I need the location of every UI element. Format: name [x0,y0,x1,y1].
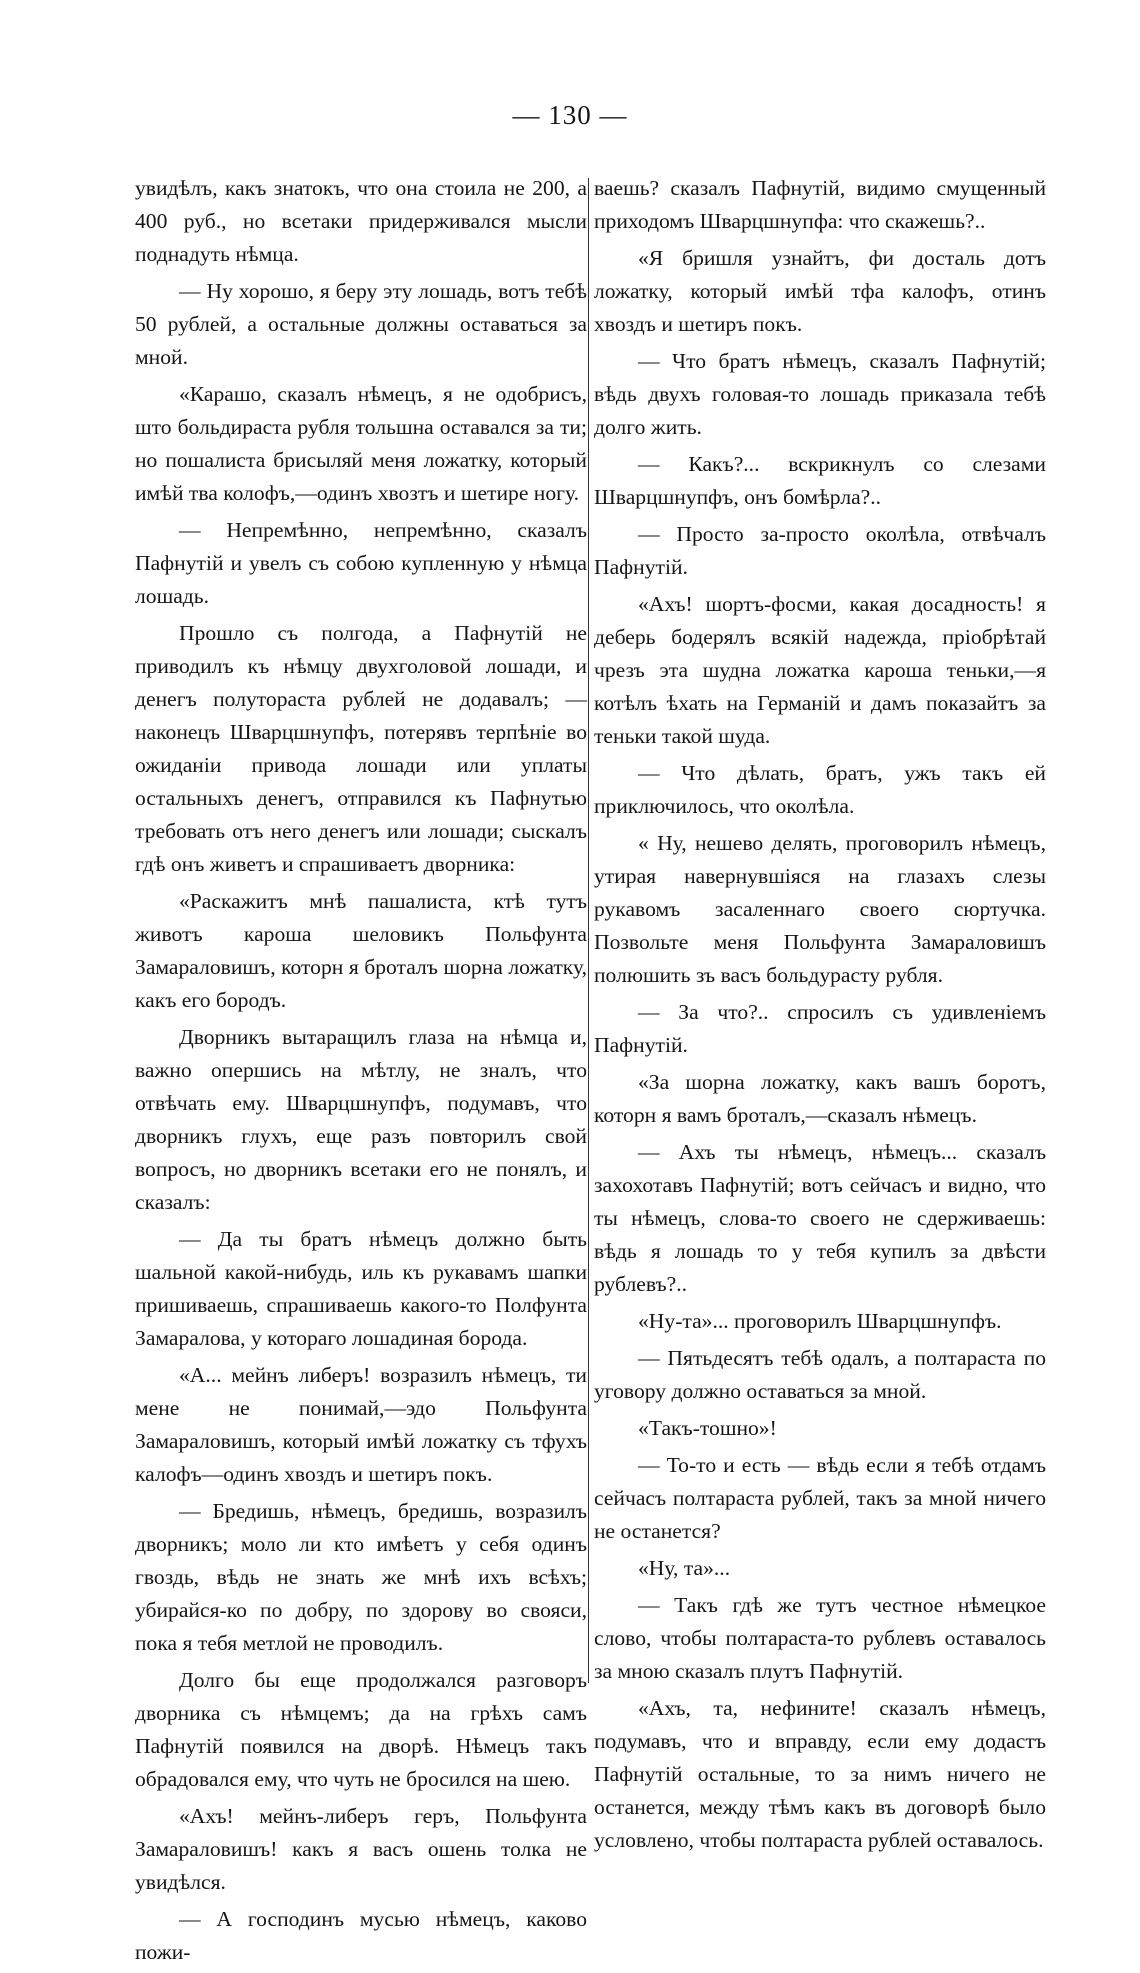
paragraph: — За что?.. спросилъ съ удивленіемъ Пафнутій. [594,1000,1046,1057]
paragraph: «Раскажитъ мнѣ пашалиста, ктѣ тутъ животъ карошa шеловикъ Польфунта Замараловишъ, которн я броталъ шорна ложатку, какъ его бородъ. [135,889,587,1012]
paragraph: — То-то и есть — вѣдь если я тебѣ отдамъ сейчасъ полтараста рублей, такъ за мной ничего не останется? [594,1453,1046,1543]
paragraph: — Просто за-просто околѣла, отвѣчалъ Пафнутій. [594,522,1046,579]
paragraph: — Бредишь, нѣмецъ, бредишь, возразилъ дворникъ; моло ли кто имѣетъ у себя одинъ гвоздь, вѣдь не знать же мнѣ ихъ всѣхъ; убирайся-ко по добру, по здорову во свояси, пока я тебя метлой не проводилъ. [135,1499,587,1655]
right-column [594,172,1046,1861]
paragraph: «Карашо, сказалъ нѣмецъ, я не одобрисъ, што больдираста рубля тольшна оставался за ти; но пошалиста брисыляй меня ложатку, который имѣй тва колофъ,—одинъ хвозтъ и шетире ногу. [135,382,587,505]
paragraph: «Ахъ, та, нефините! сказалъ нѣмецъ, подумавъ, что и вправду, если ему додастъ Пафнутій остальные, то за нимъ ничего не останется, между тѣмъ какъ въ договорѣ было условлено, чтобы полтараста рублей оставалось. [594,1696,1046,1852]
paragraph: «Я бришля узнайтъ, фи досталь дотъ ложатку, который имѣй тфа калофъ, отинъ хвоздъ и шетиръ покъ. [594,246,1046,336]
paragraph: « Ну, нешево делять, проговорилъ нѣмецъ, утирая навернувшіяся на глазахъ слезы рукавомъ засаленнаго своего сюртучка. Позвольте меня Польфунта Замараловишъ полюшить зъ васъ больдураcту рубля. [594,831,1046,987]
paragraph: — Пятьдесятъ тебѣ одалъ, а полтараста по уговору должно оставаться за мной. [594,1346,1046,1403]
paragraph: «Ну, та»... [638,1556,731,1580]
paragraph: — Непремѣнно, непремѣнно, сказалъ Пафнутій и увелъ съ собою купленную у нѣмца лошадь. [135,518,587,608]
paragraph: — Что братъ нѣмецъ, сказалъ Пафнутій; вѣдь двухъ головая-то лошадь приказала тебѣ долго жить. [594,349,1046,439]
paragraph: ваешь? сказалъ Пафнутій, видимо смущенный приходомъ Шварцшнупфа: что скажешь?.. [594,176,1046,233]
paragraph: «За шорна ложатку, какъ вашъ боротъ, которн я вамъ броталъ,—сказалъ нѣмецъ. [594,1070,1046,1127]
column-divider [588,178,589,1683]
paragraph: — Ахъ ты нѣмецъ, нѣмецъ... сказалъ захохотавъ Пафнутій; вотъ сейчасъ и видно, что ты нѣмецъ, слова-то своего не сдерживаешь: вѣдь я лошадь то у тебя купилъ за двѣсти рублевъ?.. [594,1140,1046,1296]
paragraph: — Такъ гдѣ же тутъ честное нѣмецкое слово, чтобы полтараста-то рублевъ оставалось за мною сказалъ плутъ Пафнутій. [594,1593,1046,1683]
paragraph: увидѣлъ, какъ знатокъ, что она стоила не 200, а 400 руб., но всетаки придерживался мысли поднадуть нѣмца. [135,176,587,266]
paragraph: «А... мейнъ либеръ! возразилъ нѣмецъ, ти мене не понимай,—эдо Польфунта Замараловишъ, который имѣй ложатку съ тфухъ калофъ—одинъ хвоздъ и шетиръ покъ. [135,1363,587,1486]
paragraph: — А господинъ мусью нѣмецъ, каково пожи- [135,1907,587,1964]
paragraph: Дворникъ вытаращилъ глаза на нѣмца и, важно опершись на мѣтлу, не зналъ, что отвѣчать ему. Шварцшнупфъ, подумавъ, что дворникъ глухъ, еще разъ повторилъ свой вопросъ, но дворникъ всетаки его не понялъ, и сказалъ: [135,1025,587,1214]
paragraph: «Ну-та»... проговорилъ Шварцшнупфъ. [638,1309,1002,1333]
paragraph: — Ну хорошо, я беру эту лошадь, вотъ тебѣ 50 рублей, а остальные должны оставаться за мной. [135,279,587,369]
paragraph: «Ахъ! шортъ-фосми, какая досадность! я деберь бодерялъ всякій надежда, пріобрѣтай чрезъ эта шудна ложатка карошa теньки,—я котѣлъ ѣхать на Германій и дамъ показайтъ за теньки такой шуда. [594,592,1046,748]
paragraph: — Да ты братъ нѣмецъ должно быть шальной какой-нибудь, иль къ рукавамъ шапки пришиваешь, спрашиваешь какого-то Полфунта Замаралова, у котораго лошадиная борода. [135,1227,587,1350]
paragraph: «Такъ-тошно»! [638,1416,777,1440]
paragraph: — Какъ?... вскрикнулъ со слезами Шварцшнупфъ, онъ бомѣрла?.. [594,452,1046,509]
paragraph: Прошло съ полгода, а Пафнутій не приводилъ къ нѣмцу двухголовой лошади, и денегъ полутораста рублей не додавалъ; — наконецъ Шварцшнупфъ, потерявъ терпѣніе во ожиданіи привода лошади или уплаты остальныхъ денегъ, отправился къ Пафнутью требовать отъ него денегъ или лошади; сыскалъ гдѣ онъ живетъ и спрашиваетъ дворника: [135,621,587,876]
paragraph: — Что дѣлать, братъ, ужъ такъ ей приключилось, что околѣла. [594,761,1046,818]
paragraph: «Ахъ! мейнъ-либеръ геръ, Польфунта Замараловишъ! какъ я васъ ошень толка не увидѣлся. [135,1804,587,1894]
left-column [135,172,587,1973]
paragraph: Долго бы еще продолжался разговоръ дворника съ нѣмцемъ; да на грѣхъ самъ Пафнутій появился на дворѣ. Нѣмецъ такъ обрадовался ему, что чуть не бросился на шею. [135,1668,587,1791]
page-number: — 130 — [512,100,628,130]
